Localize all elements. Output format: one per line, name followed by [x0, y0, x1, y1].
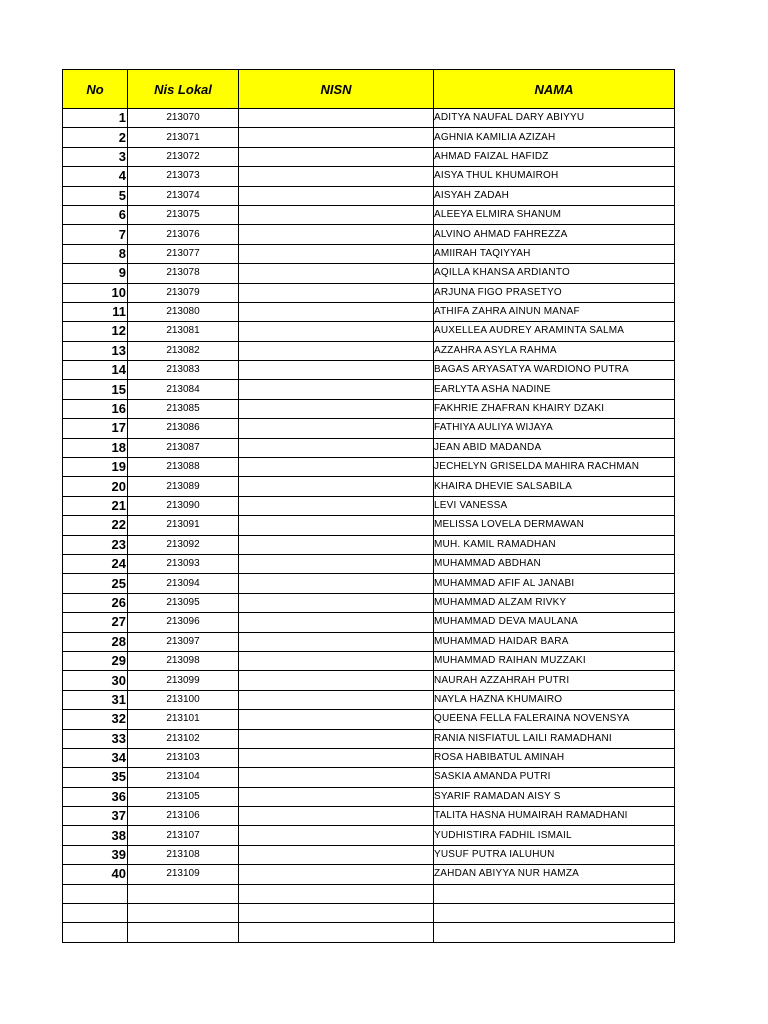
- cell-nisn: [239, 496, 434, 515]
- cell-nama: AQILLA KHANSA ARDIANTO: [434, 264, 675, 283]
- cell-no: 3: [63, 147, 128, 166]
- cell-nisn: [239, 884, 434, 903]
- table-row: [63, 458, 675, 477]
- table-row: [63, 729, 675, 748]
- cell-nisn: [239, 593, 434, 612]
- table-row: [63, 710, 675, 729]
- cell-nisn: [239, 322, 434, 341]
- cell-no: 27: [63, 613, 128, 632]
- cell-nama: AMIIRAH TAQIYYAH: [434, 244, 675, 263]
- cell-nama: ROSA HABIBATUL AMINAH: [434, 748, 675, 767]
- table-row: [63, 147, 675, 166]
- cell-nama: TALITA HASNA HUMAIRAH RAMADHANI: [434, 807, 675, 826]
- table-row: [63, 419, 675, 438]
- cell-nis-lokal: 213091: [128, 516, 239, 535]
- cell-nama: QUEENA FELLA FALERAINA NOVENSYA: [434, 710, 675, 729]
- cell-nis-lokal: 213083: [128, 361, 239, 380]
- cell-nama: MUHAMMAD ABDHAN: [434, 554, 675, 573]
- cell-nisn: [239, 748, 434, 767]
- cell-nisn: [239, 128, 434, 147]
- cell-nama: MUHAMMAD DEVA MAULANA: [434, 613, 675, 632]
- cell-no: 29: [63, 651, 128, 670]
- cell-nama: AISYA THUL KHUMAIROH: [434, 167, 675, 186]
- cell-nisn: [239, 283, 434, 302]
- cell-nis-lokal: [128, 884, 239, 903]
- cell-nama: LEVI VANESSA: [434, 496, 675, 515]
- table-row: [63, 845, 675, 864]
- cell-nisn: [239, 787, 434, 806]
- cell-nama: FAKHRIE ZHAFRAN KHAIRY DZAKI: [434, 399, 675, 418]
- table-row: [63, 690, 675, 709]
- cell-nisn: [239, 147, 434, 166]
- cell-nisn: [239, 845, 434, 864]
- cell-nis-lokal: 213095: [128, 593, 239, 612]
- cell-no: 33: [63, 729, 128, 748]
- cell-nis-lokal: [128, 904, 239, 923]
- header-row: [63, 70, 675, 109]
- cell-no: 23: [63, 535, 128, 554]
- cell-nis-lokal: 213104: [128, 768, 239, 787]
- table-row: [63, 380, 675, 399]
- cell-nama: AGHNIA KAMILIA AZIZAH: [434, 128, 675, 147]
- cell-nama: MUHAMMAD HAIDAR BARA: [434, 632, 675, 651]
- cell-nis-lokal: 213109: [128, 865, 239, 884]
- table-row: [63, 632, 675, 651]
- cell-nisn: [239, 341, 434, 360]
- cell-nisn: [239, 167, 434, 186]
- cell-nis-lokal: 213086: [128, 419, 239, 438]
- cell-no: 22: [63, 516, 128, 535]
- cell-no: [63, 884, 128, 903]
- cell-nis-lokal: 213101: [128, 710, 239, 729]
- cell-no: 12: [63, 322, 128, 341]
- cell-nama: MUHAMMAD AFIF AL JANABI: [434, 574, 675, 593]
- cell-no: 13: [63, 341, 128, 360]
- cell-nama: ZAHDAN ABIYYA NUR HAMZA: [434, 865, 675, 884]
- cell-nama: YUDHISTIRA FADHIL ISMAIL: [434, 826, 675, 845]
- table-row: [63, 264, 675, 283]
- table-row: [63, 302, 675, 321]
- cell-no: 15: [63, 380, 128, 399]
- table-row: [63, 671, 675, 690]
- table-row: [63, 826, 675, 845]
- cell-no: 1: [63, 109, 128, 128]
- cell-nisn: [239, 244, 434, 263]
- cell-nis-lokal: 213074: [128, 186, 239, 205]
- cell-no: 39: [63, 845, 128, 864]
- table-row: [63, 477, 675, 496]
- cell-no: 14: [63, 361, 128, 380]
- cell-nisn: [239, 904, 434, 923]
- header-nama: NAMA: [434, 70, 675, 109]
- cell-no: 38: [63, 826, 128, 845]
- cell-nisn: [239, 826, 434, 845]
- cell-nisn: [239, 458, 434, 477]
- table-row: [63, 904, 675, 923]
- cell-nis-lokal: 213077: [128, 244, 239, 263]
- cell-nis-lokal: 213096: [128, 613, 239, 632]
- cell-nis-lokal: 213087: [128, 438, 239, 457]
- cell-nama: NAURAH AZZAHRAH PUTRI: [434, 671, 675, 690]
- cell-no: 11: [63, 302, 128, 321]
- cell-nisn: [239, 729, 434, 748]
- cell-nisn: [239, 690, 434, 709]
- cell-nisn: [239, 516, 434, 535]
- table-row: [63, 283, 675, 302]
- table-row: [63, 593, 675, 612]
- header-nisn: NISN: [239, 70, 434, 109]
- cell-nisn: [239, 710, 434, 729]
- cell-nama: RANIA NISFIATUL LAILI RAMADHANI: [434, 729, 675, 748]
- cell-no: 2: [63, 128, 128, 147]
- cell-nis-lokal: 213106: [128, 807, 239, 826]
- cell-nama: [434, 884, 675, 903]
- cell-nisn: [239, 613, 434, 632]
- cell-nama: KHAIRA DHEVIE SALSABILA: [434, 477, 675, 496]
- cell-nisn: [239, 574, 434, 593]
- cell-nama: NAYLA HAZNA KHUMAIRO: [434, 690, 675, 709]
- cell-nis-lokal: 213070: [128, 109, 239, 128]
- cell-nama: AISYAH ZADAH: [434, 186, 675, 205]
- table-row: [63, 554, 675, 573]
- table-row: [63, 923, 675, 942]
- cell-nisn: [239, 651, 434, 670]
- cell-nis-lokal: 213071: [128, 128, 239, 147]
- cell-nama: EARLYTA ASHA NADINE: [434, 380, 675, 399]
- cell-nama: ALVINO AHMAD FAHREZZA: [434, 225, 675, 244]
- cell-nisn: [239, 554, 434, 573]
- cell-no: 26: [63, 593, 128, 612]
- table-row: [63, 865, 675, 884]
- cell-nama: ADITYA NAUFAL DARY ABIYYU: [434, 109, 675, 128]
- cell-nis-lokal: 213079: [128, 283, 239, 302]
- table-row: [63, 322, 675, 341]
- cell-nisn: [239, 205, 434, 224]
- cell-nisn: [239, 923, 434, 942]
- table-row: [63, 361, 675, 380]
- cell-no: 18: [63, 438, 128, 457]
- cell-nisn: [239, 109, 434, 128]
- cell-nis-lokal: 213105: [128, 787, 239, 806]
- cell-nisn: [239, 419, 434, 438]
- cell-nis-lokal: 213080: [128, 302, 239, 321]
- cell-nis-lokal: 213093: [128, 554, 239, 573]
- table-row: [63, 167, 675, 186]
- header-nis-lokal: Nis Lokal: [128, 70, 239, 109]
- cell-nama: MUH. KAMIL RAMADHAN: [434, 535, 675, 554]
- cell-nis-lokal: 213089: [128, 477, 239, 496]
- cell-no: 25: [63, 574, 128, 593]
- table-row: [63, 109, 675, 128]
- cell-nisn: [239, 535, 434, 554]
- cell-nisn: [239, 302, 434, 321]
- cell-nis-lokal: 213082: [128, 341, 239, 360]
- cell-nis-lokal: 213088: [128, 458, 239, 477]
- cell-nama: MELISSA LOVELA DERMAWAN: [434, 516, 675, 535]
- cell-nisn: [239, 399, 434, 418]
- cell-nis-lokal: 213076: [128, 225, 239, 244]
- cell-nisn: [239, 380, 434, 399]
- cell-no: 31: [63, 690, 128, 709]
- table-row: [63, 884, 675, 903]
- table-row: [63, 186, 675, 205]
- cell-nisn: [239, 865, 434, 884]
- cell-nis-lokal: 213084: [128, 380, 239, 399]
- cell-nisn: [239, 438, 434, 457]
- cell-nama: ALEEYA ELMIRA SHANUM: [434, 205, 675, 224]
- cell-nisn: [239, 361, 434, 380]
- cell-nama: [434, 923, 675, 942]
- cell-nama: AHMAD FAIZAL HAFIDZ: [434, 147, 675, 166]
- table-row: [63, 535, 675, 554]
- table-row: [63, 341, 675, 360]
- cell-no: 4: [63, 167, 128, 186]
- cell-no: 7: [63, 225, 128, 244]
- table-row: [63, 768, 675, 787]
- cell-nis-lokal: 213097: [128, 632, 239, 651]
- cell-nisn: [239, 768, 434, 787]
- cell-no: [63, 923, 128, 942]
- cell-nisn: [239, 225, 434, 244]
- table-row: [63, 244, 675, 263]
- cell-no: 20: [63, 477, 128, 496]
- cell-nama: JEAN ABID MADANDA: [434, 438, 675, 457]
- cell-nama: SASKIA AMANDA PUTRI: [434, 768, 675, 787]
- cell-nis-lokal: 213108: [128, 845, 239, 864]
- cell-nama: ARJUNA FIGO PRASETYO: [434, 283, 675, 302]
- cell-nis-lokal: 213098: [128, 651, 239, 670]
- header-no: No: [63, 70, 128, 109]
- cell-nama: AUXELLEA AUDREY ARAMINTA SALMA: [434, 322, 675, 341]
- cell-no: 24: [63, 554, 128, 573]
- cell-nis-lokal: [128, 923, 239, 942]
- table-row: [63, 516, 675, 535]
- cell-nisn: [239, 671, 434, 690]
- table-row: [63, 438, 675, 457]
- cell-nama: FATHIYA AULIYA WIJAYA: [434, 419, 675, 438]
- cell-no: 6: [63, 205, 128, 224]
- cell-nis-lokal: 213107: [128, 826, 239, 845]
- cell-nisn: [239, 807, 434, 826]
- cell-nama: ATHIFA ZAHRA AINUN MANAF: [434, 302, 675, 321]
- cell-no: 10: [63, 283, 128, 302]
- cell-no: 36: [63, 787, 128, 806]
- cell-nama: JECHELYN GRISELDA MAHIRA RACHMAN: [434, 458, 675, 477]
- table-row: [63, 496, 675, 515]
- cell-no: 32: [63, 710, 128, 729]
- cell-no: 30: [63, 671, 128, 690]
- table-row: [63, 651, 675, 670]
- cell-nis-lokal: 213102: [128, 729, 239, 748]
- cell-nama: SYARIF RAMADAN AISY S: [434, 787, 675, 806]
- cell-nama: MUHAMMAD RAIHAN MUZZAKI: [434, 651, 675, 670]
- cell-nis-lokal: 213103: [128, 748, 239, 767]
- cell-no: 34: [63, 748, 128, 767]
- cell-no: [63, 904, 128, 923]
- cell-no: 9: [63, 264, 128, 283]
- cell-no: 16: [63, 399, 128, 418]
- cell-no: 19: [63, 458, 128, 477]
- cell-nis-lokal: 213090: [128, 496, 239, 515]
- table-row: [63, 399, 675, 418]
- table-row: [63, 225, 675, 244]
- cell-nis-lokal: 213094: [128, 574, 239, 593]
- cell-nama: MUHAMMAD ALZAM RIVKY: [434, 593, 675, 612]
- cell-no: 40: [63, 865, 128, 884]
- cell-nis-lokal: 213072: [128, 147, 239, 166]
- cell-nis-lokal: 213081: [128, 322, 239, 341]
- cell-nisn: [239, 186, 434, 205]
- cell-no: 8: [63, 244, 128, 263]
- cell-nis-lokal: 213078: [128, 264, 239, 283]
- cell-no: 28: [63, 632, 128, 651]
- cell-nis-lokal: 213100: [128, 690, 239, 709]
- table-row: [63, 128, 675, 147]
- cell-no: 17: [63, 419, 128, 438]
- cell-nis-lokal: 213092: [128, 535, 239, 554]
- table-row: [63, 205, 675, 224]
- cell-nama: AZZAHRA ASYLA RAHMA: [434, 341, 675, 360]
- cell-no: 21: [63, 496, 128, 515]
- student-table: [62, 69, 675, 943]
- cell-nis-lokal: 213099: [128, 671, 239, 690]
- cell-nis-lokal: 213085: [128, 399, 239, 418]
- table-row: [63, 748, 675, 767]
- cell-no: 37: [63, 807, 128, 826]
- cell-nama: [434, 904, 675, 923]
- cell-nis-lokal: 213073: [128, 167, 239, 186]
- cell-nama: YUSUF PUTRA IALUHUN: [434, 845, 675, 864]
- table-row: [63, 574, 675, 593]
- table-row: [63, 613, 675, 632]
- cell-no: 35: [63, 768, 128, 787]
- cell-nama: BAGAS ARYASATYA WARDIONO PUTRA: [434, 361, 675, 380]
- cell-nisn: [239, 632, 434, 651]
- cell-no: 5: [63, 186, 128, 205]
- cell-nisn: [239, 477, 434, 496]
- table-row: [63, 807, 675, 826]
- cell-nisn: [239, 264, 434, 283]
- table-row: [63, 787, 675, 806]
- cell-nis-lokal: 213075: [128, 205, 239, 224]
